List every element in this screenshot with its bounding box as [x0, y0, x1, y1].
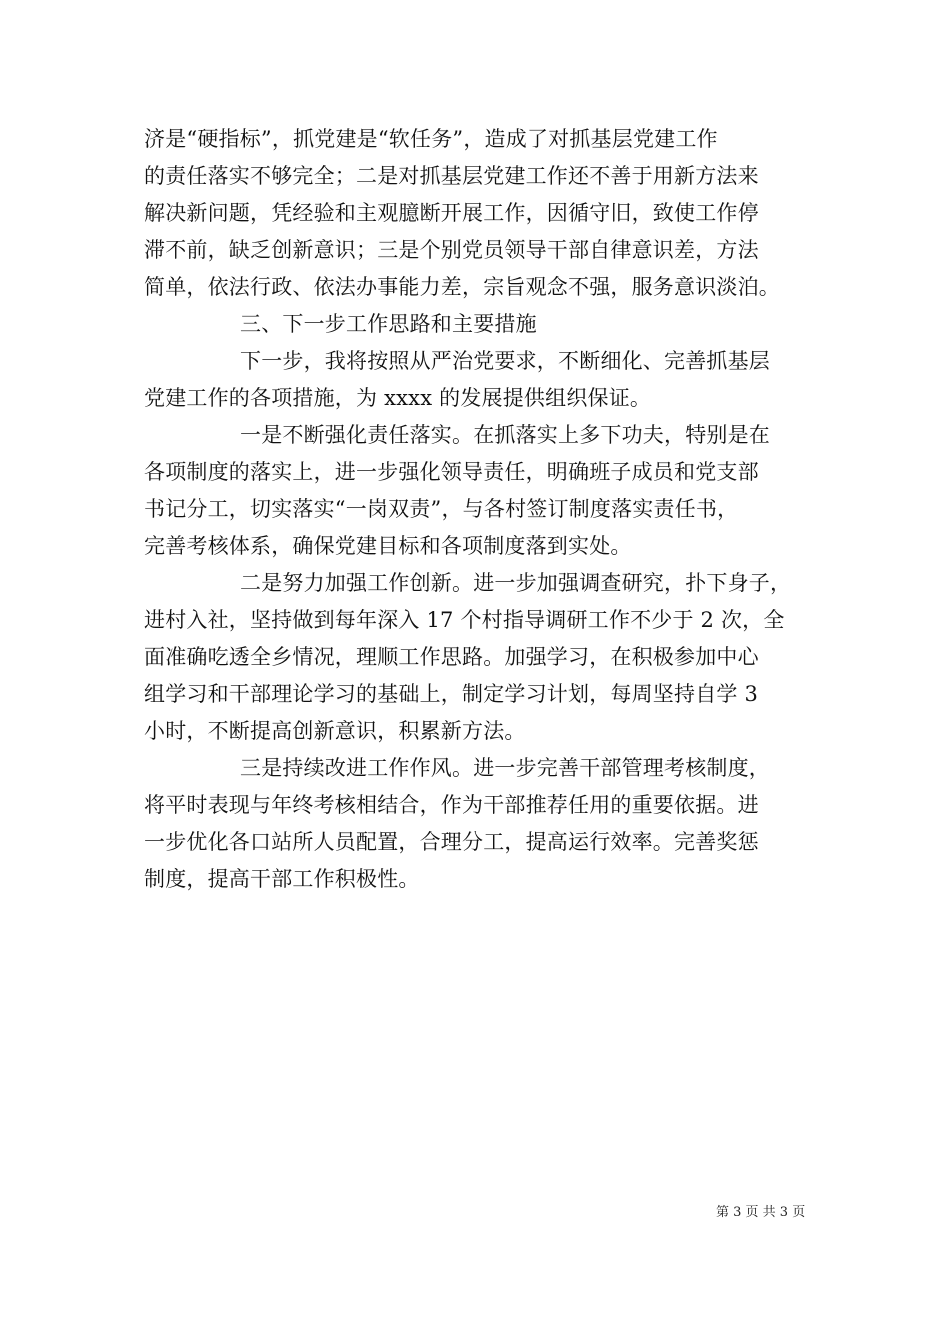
text-line: 面准确吃透全乡情况，理顺工作思路。加强学习，在积极参加中心: [144, 645, 759, 669]
text-line: 二是努力加强工作创新。进一步加强调查研究，扑下身子，: [240, 571, 792, 595]
text-line: 三是持续改进工作作风。进一步完善干部管理考核制度，: [240, 756, 770, 780]
text-line: 完善考核体系，确保党建目标和各项制度落到实处。: [144, 534, 632, 558]
text-line: 的责任落实不够完全；二是对抓基层党建工作还不善于用新方法来: [144, 164, 759, 188]
text-line: 将平时表现与年终考核相结合，作为干部推荐任用的重要依据。进: [144, 793, 759, 817]
text-line: 解决新问题，凭经验和主观臆断开展工作，因循守旧，致使工作停: [144, 201, 759, 225]
text-line: 书记分工，切实落实“一岗双责”，与各村签订制度落实责任书，: [144, 497, 739, 521]
text-line: 济是“硬指标”，抓党建是“软任务”，造成了对抓基层党建工作: [144, 127, 718, 151]
text-line: 一是不断强化责任落实。在抓落实上多下功夫，特别是在: [240, 423, 770, 447]
text-line: 下一步，我将按照从严治党要求，不断细化、完善抓基层: [240, 349, 770, 373]
text-line: 各项制度的落实上，进一步强化领导责任，明确班子成员和党支部: [144, 460, 759, 484]
document-body: [144, 121, 814, 898]
page-number-footer: 第 3 页 共 3 页: [716, 1205, 806, 1220]
text-line: 滞不前，缺乏创新意识；三是个别党员领导干部自律意识差，方法: [144, 238, 759, 262]
text-line: 简单，依法行政、依法办事能力差，宗旨观念不强，服务意识淡泊。: [144, 275, 780, 299]
text-line: 小时，不断提高创新意识，积累新方法。: [144, 719, 526, 743]
text-line: 党建工作的各项措施，为 xxxx 的发展提供组织保证。: [144, 386, 652, 410]
text-line: 组学习和干部理论学习的基础上，制定学习计划，每周坚持自学 3: [144, 682, 759, 706]
text-line: 一步优化各口站所人员配置，合理分工，提高运行效率。完善奖惩: [144, 830, 759, 854]
section-heading: 三、下一步工作思路和主要措施: [240, 312, 537, 336]
text-line: 进村入社，坚持做到每年深入 17 个村指导调研工作不少于 2 次，全: [144, 608, 785, 632]
text-line: 制度，提高干部工作积极性。: [144, 867, 420, 891]
